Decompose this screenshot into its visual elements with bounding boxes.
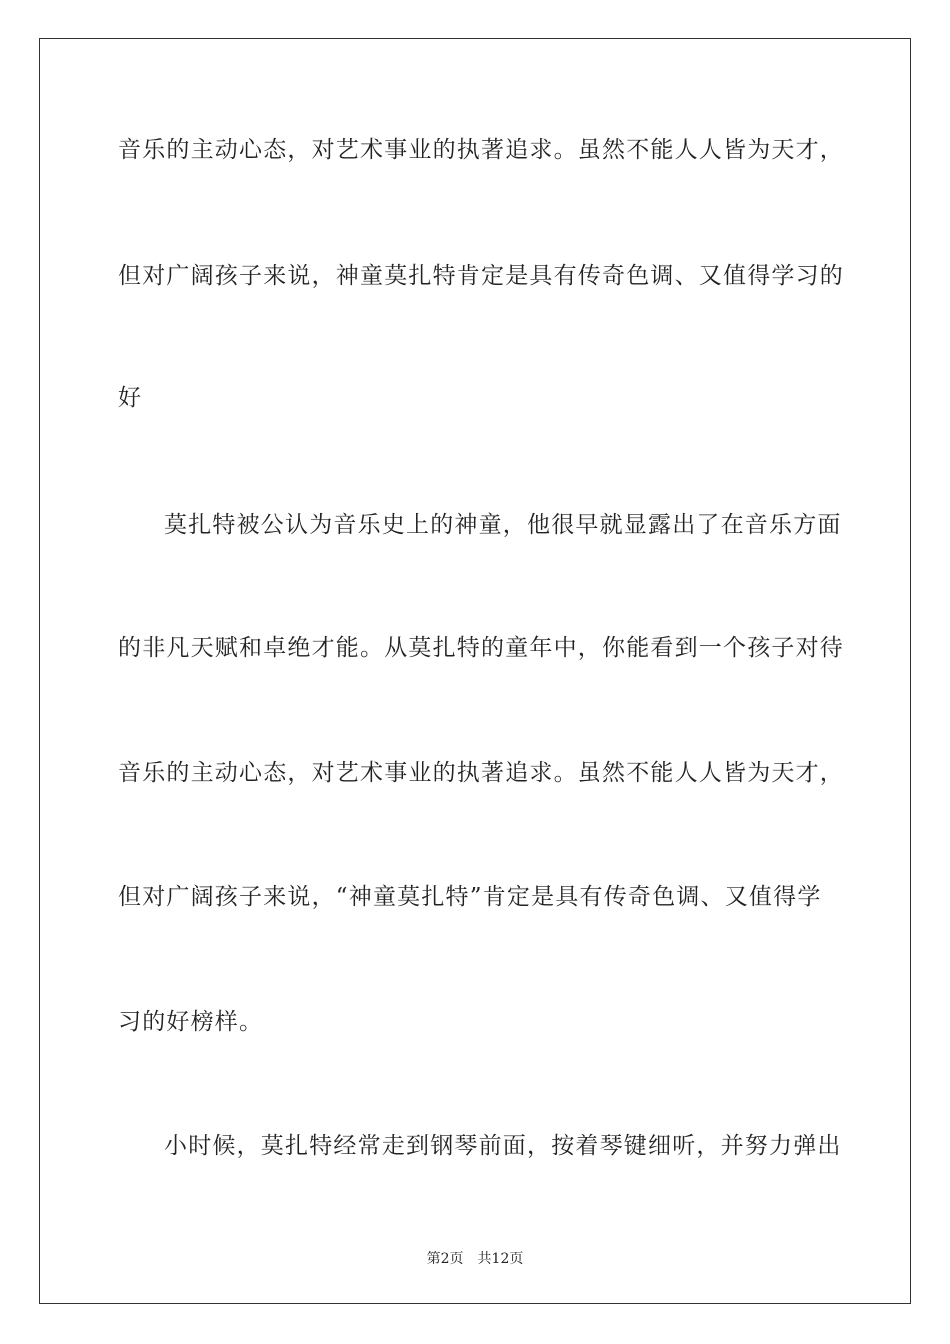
text-line: 但对广阔孩子来说，神童莫扎特肯定是具有传奇色调、又值得学习的 — [118, 263, 844, 289]
text-line: 好 — [118, 385, 143, 411]
total-pages: 共12页 — [477, 1251, 524, 1267]
paragraph-first-line: 莫扎特被公认为音乐史上的神童，他很早就显露出了在音乐方面 — [164, 512, 842, 538]
page-footer — [0, 1248, 950, 1268]
text-line: 音乐的主动心态，对艺术事业的执著追求。虽然不能人人皆为天才， — [118, 137, 844, 163]
paragraph-first-line: 小时候，莫扎特经常走到钢琴前面，按着琴键细听，并努力弹出 — [164, 1133, 842, 1159]
text-line: 音乐的主动心态，对艺术事业的执著追求。虽然不能人人皆为天才， — [118, 760, 844, 786]
page-number: 第2页 — [426, 1251, 464, 1267]
text-line: 的非凡天赋和卓绝才能。从莫扎特的童年中，你能看到一个孩子对待 — [118, 635, 844, 661]
text-line: 习的好榜样。 — [118, 1009, 264, 1035]
page-border — [39, 38, 911, 1304]
text-line: 但对广阔孩子来说，“神童莫扎特”肯定是具有传奇色调、又值得学 — [118, 884, 822, 910]
